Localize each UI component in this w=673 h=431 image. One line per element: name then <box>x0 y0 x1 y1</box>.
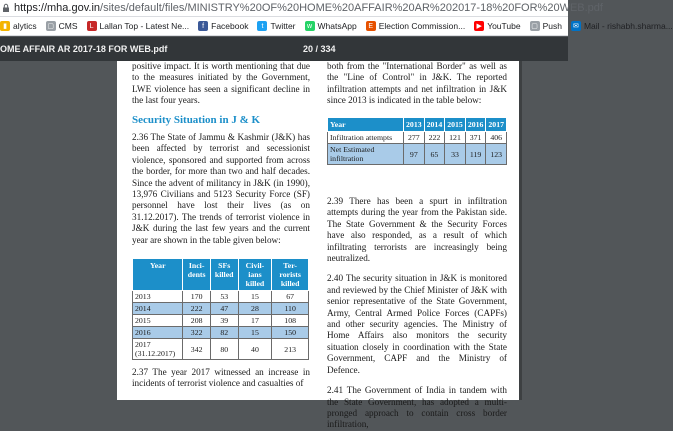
table-cell: 119 <box>465 144 486 165</box>
right-column <box>327 61 507 107</box>
table-row <box>328 132 507 144</box>
table-cell: 17 <box>238 315 272 327</box>
pdf-page <box>117 61 519 430</box>
bookmark-item[interactable] <box>0 21 37 31</box>
bookmark-label: Facebook <box>211 21 249 31</box>
table-cell: 150 <box>272 327 309 339</box>
column-header: Civil-ians killed <box>238 259 272 291</box>
section-heading: Security Situation in J & K <box>132 113 261 126</box>
table-row <box>133 327 309 339</box>
table-cell: 222 <box>424 132 445 144</box>
bookmark-label: Election Commission... <box>378 21 466 31</box>
column-header: Ter-rorists killed <box>272 259 309 291</box>
whatsapp-icon: w <box>305 21 315 31</box>
lallantop-icon: L <box>87 21 97 31</box>
bookmark-item[interactable] <box>198 21 248 31</box>
pdf-title: OME AFFAIR AR 2017-18 FOR WEB.pdf <box>0 44 168 54</box>
table-cell: 2013 <box>133 291 183 303</box>
table-row <box>133 291 309 303</box>
column-header: 2013 <box>404 118 425 132</box>
bookmark-item[interactable] <box>46 21 78 31</box>
table-cell: Net Estimated infiltration <box>328 144 404 165</box>
table-row <box>328 144 507 165</box>
column-header: Year <box>328 118 404 132</box>
table-cell: 371 <box>465 132 486 144</box>
table-cell: 80 <box>210 339 238 360</box>
paragraph-2-36: 2.36 The State of Jammu & Kashmir (J&K) has been affected by terrorist and secessionist violence, sponsored and supported from across the border, for more than two and half decades. Since the advent of militancy in J&K (in 1990), 13,976 Civilians and 5123 Security Force (SF) personnel have lost their lives (as on 31.12.2017). The trends of terrorist violence in J&K during the last few years and the current year are shown in the table given below: <box>132 132 310 245</box>
table-cell: 2015 <box>133 315 183 327</box>
table-cell: 406 <box>486 132 507 144</box>
election-icon: E <box>366 21 376 31</box>
table-cell: 342 <box>183 339 210 360</box>
column-header: SFs killed <box>210 259 238 291</box>
table-cell: 82 <box>210 327 238 339</box>
bookmark-item[interactable] <box>305 21 357 31</box>
table-cell: 67 <box>272 291 309 303</box>
page-icon: ▢ <box>47 23 54 30</box>
bookmark-label: YouTube <box>487 21 521 31</box>
table-cell: 121 <box>445 132 466 144</box>
bookmark-label: Push <box>542 21 562 31</box>
table-cell: 2017 (31.12.2017) <box>133 339 183 360</box>
paragraph-2-40: 2.40 The security situation in J&K is monitored and reviewed by the Chief Minister of J&K with senior representative of the State Government, Army, Central Armed Police Forces (CAPFs) and other security agencies. The Ministry of Home Affairs also monitors the security situation closely in coordination with the State Government, CAPF and the Ministry of Defence. <box>327 273 507 375</box>
left-column-bottom <box>132 367 310 390</box>
facebook-icon: f <box>198 21 208 31</box>
paragraph-right-intro: both from the "International Border" as well as the "Line of Control" in J&K. The reported infiltration attempts and net infiltration in J&K since 2013 is indicated in the table below: <box>327 61 507 106</box>
paragraph-intro: positive impact. It is worth mentioning that due to the measures initiated by the Government, LWE violence has seen a significant decline in the last four years. <box>132 61 310 106</box>
table-cell: 170 <box>183 291 210 303</box>
bookmark-label: alytics <box>13 21 37 31</box>
bookmark-label: Mail - rishabh.sharma... <box>583 21 673 31</box>
column-header: 2015 <box>445 118 466 132</box>
paragraph-2-39: 2.39 There has been a spurt in infiltration attempts during the year from the Pakistan side. The State Government & the Security Forces have also responded, as a result of which infiltrating terrorists are increasingly being neutralized. <box>327 196 507 264</box>
bookmark-item[interactable] <box>257 21 295 31</box>
analytics-icon: ▮ <box>0 21 10 31</box>
table-cell: 53 <box>210 291 238 303</box>
table-cell: Infiltration attempts <box>328 132 404 144</box>
bookmark-label: Lallan Top - Latest Ne... <box>99 21 190 31</box>
table-row <box>133 303 309 315</box>
right-column-lower <box>327 196 507 431</box>
table-cell: 110 <box>272 303 309 315</box>
mail-icon: ✉ <box>571 21 581 31</box>
table-cell: 15 <box>238 291 272 303</box>
column-header: Year <box>133 259 183 291</box>
infiltration-table <box>327 117 507 165</box>
twitter-icon: t <box>257 21 267 31</box>
bookmark-item[interactable] <box>366 21 465 31</box>
page-icon: ▢ <box>531 23 538 30</box>
url-text[interactable]: https://mha.gov.in/sites/default/files/MINISTRY%20OF%20HOME%20AFFAIR%20AR%202017-18%20FOR%20WEB.pdf <box>14 2 603 14</box>
table-cell: 33 <box>445 144 466 165</box>
table-cell: 222 <box>183 303 210 315</box>
youtube-icon: ▶ <box>474 21 484 31</box>
table-cell: 322 <box>183 327 210 339</box>
lock-icon <box>1 3 11 13</box>
pdf-viewer[interactable] <box>0 61 568 430</box>
table-row <box>133 315 309 327</box>
paragraph-2-41: 2.41 The Government of India in tandem with the State Government, has adopted a multi-pronged approach to contain cross border infiltration, <box>327 385 507 430</box>
bookmark-item[interactable] <box>571 21 673 31</box>
bookmark-item[interactable] <box>87 21 190 31</box>
bookmark-label: CMS <box>58 21 78 31</box>
table-cell: 213 <box>272 339 309 360</box>
table-cell: 108 <box>272 315 309 327</box>
page-indicator[interactable]: 20 / 334 <box>303 44 336 54</box>
table-cell: 47 <box>210 303 238 315</box>
table-cell: 208 <box>183 315 210 327</box>
page-shadow <box>519 61 522 400</box>
column-header: 2014 <box>424 118 445 132</box>
table-cell: 65 <box>424 144 445 165</box>
pdf-toolbar <box>0 37 568 61</box>
table-cell: 123 <box>486 144 507 165</box>
column-header: 2016 <box>465 118 486 132</box>
table-cell: 2016 <box>133 327 183 339</box>
table-cell: 97 <box>404 144 425 165</box>
table-cell: 277 <box>404 132 425 144</box>
bookmark-label: WhatsApp <box>317 21 357 31</box>
column-header: Inci-dents <box>183 259 210 291</box>
table-cell: 2014 <box>133 303 183 315</box>
bookmark-item[interactable] <box>474 21 520 31</box>
table-cell: 40 <box>238 339 272 360</box>
paragraph-2-37: 2.37 The year 2017 witnessed an increase in incidents of terrorist violence and casualties of <box>132 367 310 389</box>
table-cell: 28 <box>238 303 272 315</box>
bookmark-item[interactable] <box>530 21 562 31</box>
table-row <box>133 339 309 360</box>
violence-table <box>132 258 309 360</box>
left-column <box>132 61 310 246</box>
table-cell: 15 <box>238 327 272 339</box>
table-cell: 39 <box>210 315 238 327</box>
bookmark-label: Twitter <box>270 21 296 31</box>
bookmarks-bar <box>0 17 673 36</box>
address-bar[interactable] <box>0 0 603 17</box>
column-header: 2017 <box>486 118 507 132</box>
